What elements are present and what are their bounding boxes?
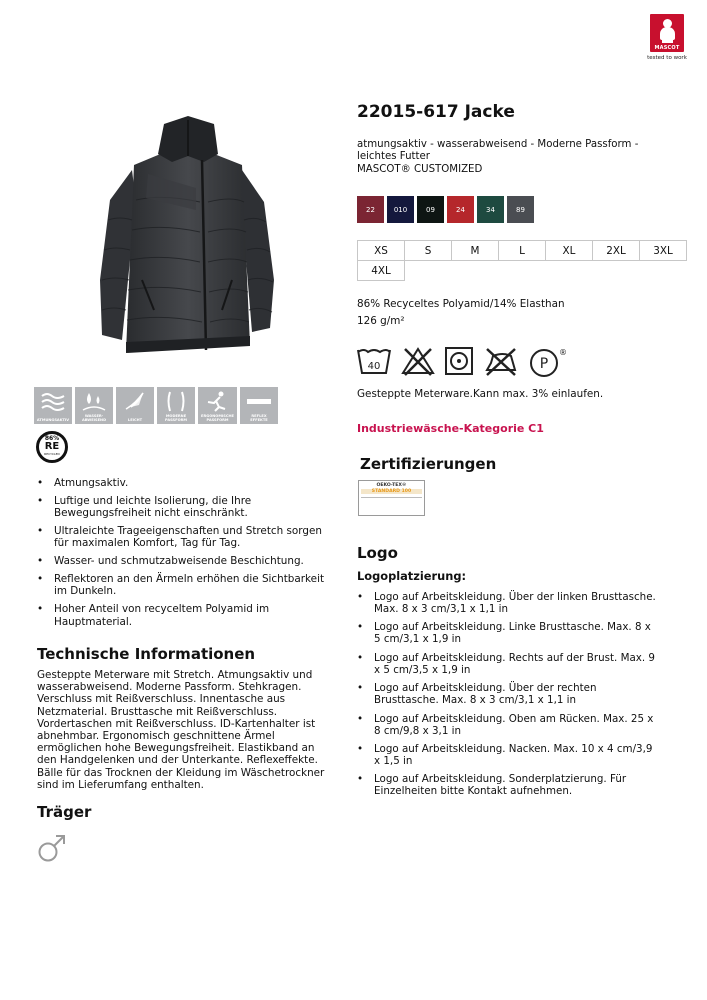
list-item: • Logo auf Arbeitskleidung. Sonderplatzierung. Für Einzelheiten bitte Kontakt aufnehmen. <box>357 773 657 797</box>
jacket-product-image <box>92 110 282 360</box>
svg-text:P: P <box>539 356 549 372</box>
oeko-tex-label-icon: OEKO-TEX® STANDARD 100 <box>358 480 425 516</box>
list-item: • Reflektoren an den Ärmeln erhöhen die Sichtbarkeit im Dunkeln. <box>37 573 337 598</box>
color-swatch[interactable]: 010 <box>387 196 414 223</box>
size-cell: XS <box>358 241 405 261</box>
list-item: • Wasser- und schmutzabweisende Beschichtung. <box>37 555 337 567</box>
list-item: • Atmungsaktiv. <box>37 477 337 489</box>
product-tagline: atmungsaktiv - wasserabweisend - Moderne Passform - leichtes Futter <box>357 139 639 163</box>
size-table <box>357 240 687 281</box>
feature-icons <box>34 387 278 424</box>
svg-text:40: 40 <box>367 361 381 372</box>
technical-info-text: Gesteppte Meterware mit Stretch. Atmungsaktiv und wasserabweisend. Moderne Passform. Stehkragen. Verschluss mit Reißverschluss. Innentasche aus Netzmaterial. Brusttasche mit Reißverschluss. Vordertaschen mit Reißverschluss. ID-Kartenhalter ist abnehmbar. Ergonomisch geschnittene Ärmel ermöglichen hohe Bewegungsfreiheit. Elastikband an den Handgelenken und der Unterkante. Reflexeffekte. Bälle für das Trocknen der Kleidung im Wäschetrockner sind im Lieferumfang enthalten. <box>37 669 325 791</box>
size-cell: M <box>452 241 499 261</box>
size-cell: 2XL <box>593 241 640 261</box>
technical-info-heading: Technische Informationen <box>37 645 256 663</box>
color-swatch[interactable]: 34 <box>477 196 504 223</box>
size-cell: 3XL <box>640 241 687 261</box>
list-item: • Logo auf Arbeitskleidung. Nacken. Max. 10 x 4 cm/3,9 x 1,5 in <box>357 743 657 767</box>
size-cell: S <box>405 241 452 261</box>
list-item: • Logo auf Arbeitskleidung. Über der linken Brusttasche. Max. 8 x 3 cm/3,1 x 1,1 in <box>357 591 657 615</box>
mascot-logo-icon: MASCOT <box>650 14 684 52</box>
size-cell: 4XL <box>358 261 405 281</box>
color-swatch[interactable]: 89 <box>507 196 534 223</box>
wearer-heading: Träger <box>37 803 92 821</box>
brand-logo <box>646 14 688 61</box>
no-bleach-icon <box>401 346 435 376</box>
color-swatches <box>357 196 534 223</box>
material-info <box>357 296 565 330</box>
material-weight: 126 g/m² <box>357 315 405 327</box>
no-iron-icon <box>483 346 519 376</box>
product-title: 22015-617 Jacke <box>357 102 515 122</box>
list-item: • Luftige und leichte Isolierung, die Ihre Bewegungsfreiheit nicht einschränkt. <box>37 495 337 520</box>
care-note: Gesteppte Meterware.Kann max. 3% einlaufen. <box>357 388 604 400</box>
logo-placement-list <box>357 591 657 804</box>
material-composition: 86% Recyceltes Polyamid/14% Elasthan <box>357 298 565 310</box>
product-subtitle <box>357 139 657 176</box>
list-item: • Logo auf Arbeitskleidung. Oben am Rücken. Max. 25 x 8 cm/9,8 x 3,1 in <box>357 713 657 737</box>
water-repellent-icon: WASSER- ABWEISEND <box>75 387 113 424</box>
list-item: • Logo auf Arbeitskleidung. Linke Brusttasche. Max. 8 x 5 cm/3,1 x 1,9 in <box>357 621 657 645</box>
reflex-effect-icon: REFLEX EFFEKTE <box>240 387 278 424</box>
breathable-icon: ATMUNGSAKTIV <box>34 387 72 424</box>
color-swatch[interactable]: 09 <box>417 196 444 223</box>
certifications-heading: Zertifizierungen <box>360 455 497 473</box>
list-item: • Logo auf Arbeitskleidung. Rechts auf der Brust. Max. 9 x 5 cm/3,5 x 1,9 in <box>357 652 657 676</box>
product-collection: MASCOT® CUSTOMIZED <box>357 163 483 175</box>
tumble-dry-icon <box>444 346 474 376</box>
size-cell: L <box>499 241 546 261</box>
wash-40-icon <box>356 346 392 376</box>
logo-heading: Logo <box>357 544 398 562</box>
modern-fit-icon: MODERNE PASSFORM <box>157 387 195 424</box>
lightweight-icon: LEICHT <box>116 387 154 424</box>
color-swatch[interactable]: 24 <box>447 196 474 223</box>
feature-bullet-list <box>37 477 337 633</box>
male-icon <box>37 833 67 863</box>
professional-cleaning-p-icon <box>528 346 568 378</box>
size-cell: XL <box>546 241 593 261</box>
list-item: • Hoher Anteil von recyceltem Polyamid im Hauptmaterial. <box>37 603 337 628</box>
recycled-badge-icon: 86% RE RECYCLED <box>36 431 68 463</box>
list-item: • Logo auf Arbeitskleidung. Über der rechten Brusttasche. Max. 8 x 3 cm/3,1 x 1,1 in <box>357 682 657 706</box>
industrial-wash-category: Industriewäsche-Kategorie C1 <box>357 422 544 435</box>
list-item: • Ultraleichte Trageeigenschaften und Stretch sorgen für maximalen Komfort, Tag für Tag. <box>37 525 337 550</box>
svg-text:®: ® <box>559 348 567 357</box>
care-symbols <box>356 346 568 378</box>
brand-tagline: tested to work <box>647 55 687 61</box>
logo-placement-subheading: Logoplatzierung: <box>357 569 467 583</box>
ergonomic-fit-icon: ERGONOMISCHE PASSFORM <box>198 387 237 424</box>
color-swatch[interactable]: 22 <box>357 196 384 223</box>
